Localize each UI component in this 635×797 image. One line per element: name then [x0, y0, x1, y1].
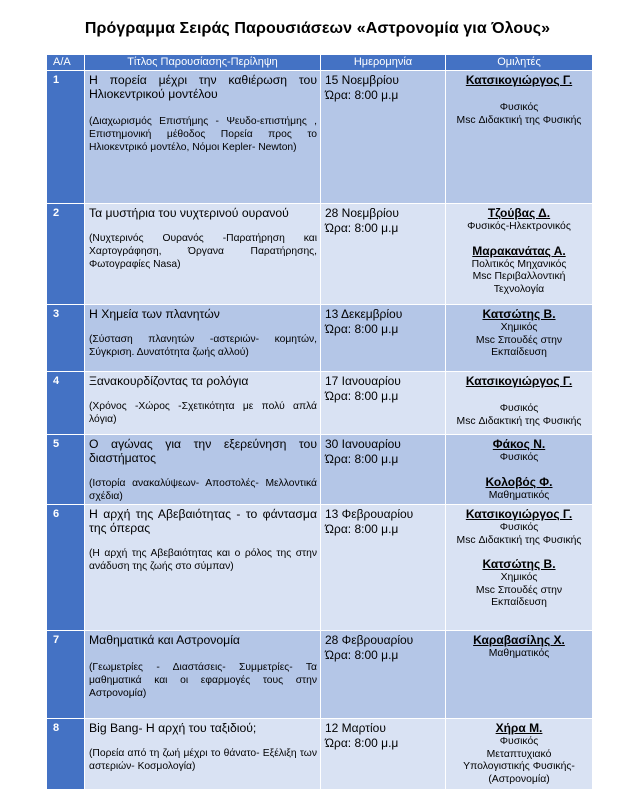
row-number: 5 — [47, 435, 85, 505]
speaker-name: Κατσώτης Β. — [482, 557, 556, 571]
speaker-info: Msc Σπουδές στην — [475, 334, 563, 346]
speaker-name: Καραβασίλης Χ. — [473, 633, 565, 647]
speakers-cell — [446, 71, 593, 204]
time: Ώρα: 8:00 μ.μ — [325, 452, 399, 466]
topic-cell — [85, 435, 321, 505]
speaker-info: Msc Σπουδές στην — [475, 584, 563, 596]
topic-summary: (Χρόνος -Χώρος -Σχετικότητα με πολύ απλά λόγια) — [89, 401, 317, 425]
row-number: 3 — [47, 305, 85, 372]
speaker-name: Κατσικογιώργος Γ. — [465, 374, 573, 388]
date-cell — [321, 71, 446, 204]
speaker-name: Κατσικογιώργος Γ. — [465, 507, 573, 521]
topic-summary: (Διαχωρισμός Επιστήμης - Ψευδο-επιστήμης , Επιστημονική μέθοδος Πορεία προς το Ηλιοκεντρικό μοντέλο, Νόμοι Kepler- Newton) — [89, 116, 317, 153]
topic-title: Η πορεία μέχρι την καθιέρωση του Ηλιοκεντρικού μοντέλου — [89, 73, 317, 101]
date-cell — [321, 631, 446, 719]
topic-title: Τα μυστήρια του νυχτερινού ουρανού — [89, 206, 289, 220]
time: Ώρα: 8:00 μ.μ — [325, 88, 399, 102]
time: Ώρα: 8:00 μ.μ — [325, 389, 399, 403]
speakers-cell — [446, 435, 593, 505]
time: Ώρα: 8:00 μ.μ — [325, 736, 399, 750]
topic-cell — [85, 305, 321, 372]
table-row — [47, 372, 593, 435]
speaker-name: Κατσώτης Β. — [482, 307, 556, 321]
speaker-name: Τζούβας Δ. — [487, 206, 551, 220]
speakers-cell — [446, 719, 593, 790]
header-row — [47, 55, 593, 71]
header-number: Α/Α — [47, 55, 85, 71]
table-row — [47, 505, 593, 631]
speaker-info: Msc Διδακτική της Φυσικής — [456, 415, 582, 427]
date: 30 Ιανουαρίου — [325, 437, 401, 451]
time: Ώρα: 8:00 μ.μ — [325, 648, 399, 662]
date-cell — [321, 719, 446, 790]
speaker-info: Msc Διδακτική της Φυσικής — [456, 114, 582, 126]
speaker-info: Φυσικός — [499, 452, 539, 463]
speaker-info: Φυσικός — [499, 102, 539, 113]
date: 13 Φεβρουαρίου — [325, 507, 414, 521]
header-date: Ημερομηνία — [321, 55, 446, 71]
speaker-name: Κολοβός Φ. — [485, 474, 553, 489]
speakers-cell — [446, 372, 593, 435]
topic-summary: (Η αρχή της Αβεβαιότητας και ο ρόλος της στην ανάδυση της ζωής στο σύμπαν) — [89, 548, 317, 572]
speakers-cell — [446, 305, 593, 372]
row-number: 7 — [47, 631, 85, 719]
date: 28 Φεβρουαρίου — [325, 633, 414, 647]
topic-cell — [85, 505, 321, 631]
speaker-info: Φυσικός — [499, 736, 539, 747]
speaker-info: Υπολογιστικής Φυσικής- — [463, 761, 575, 772]
header-title: Τίτλος Παρουσίασης-Περίληψη — [85, 55, 321, 71]
speakers-cell — [446, 204, 593, 305]
speaker-info: Μαθηματικός — [488, 648, 550, 659]
speaker-name: Μαρακανάτας Α. — [472, 243, 566, 258]
speaker-info: Χημικός — [500, 322, 538, 333]
topic-title: Η αρχή της Αβεβαιότητας - το φάντασμα της όπερας — [89, 507, 317, 535]
speaker-name: Κατσικογιώργος Γ. — [465, 73, 573, 87]
topic-title: Ξανακουρδίζοντας τα ρολόγια — [89, 374, 249, 388]
topic-summary: (Ιστορία ανακαλύψεων- Αποστολές- Μελλοντικά σχέδια) — [89, 478, 317, 502]
schedule-table — [46, 54, 593, 790]
speaker-info: Εκπαίδευση — [491, 347, 547, 358]
topic-title: Ο αγώνας για την εξερεύνηση του διαστήματος — [89, 437, 317, 465]
table-row — [47, 71, 593, 204]
table-row — [47, 305, 593, 372]
date: 15 Νοεμβρίου — [325, 73, 399, 87]
time: Ώρα: 8:00 μ.μ — [325, 221, 399, 235]
time: Ώρα: 8:00 μ.μ — [325, 522, 399, 536]
table-row — [47, 435, 593, 505]
row-number: 2 — [47, 204, 85, 305]
date-cell — [321, 435, 446, 505]
page-title: Πρόγραμμα Σειράς Παρουσιάσεων «Αστρονομία για Όλους» — [84, 20, 551, 37]
date: 13 Δεκεμβρίου — [325, 307, 403, 321]
topic-summary: (Νυχτερινός Ουρανός -Παρατήρηση και Χαρτογράφηση, Όργανα Παρατήρησης, Φωτογραφίες Nasa) — [89, 233, 317, 270]
speaker-info: Μεταπτυχιακό — [486, 748, 552, 760]
date: 12 Μαρτίου — [325, 721, 386, 735]
date-cell — [321, 372, 446, 435]
topic-cell — [85, 719, 321, 790]
speaker-info: (Αστρονομία) — [488, 773, 550, 785]
speaker-info: Εκπαίδευση — [491, 597, 547, 608]
topic-summary: (Πορεία από τη ζωή μέχρι το θάνατο- Εξέλιξη των αστεριών- Κοσμολογία) — [89, 748, 317, 772]
row-number: 6 — [47, 505, 85, 631]
speaker-info: Φυσικός — [499, 403, 539, 414]
topic-title: Η Χημεία των πλανητών — [89, 307, 220, 321]
date-cell — [321, 305, 446, 372]
row-number: 8 — [47, 719, 85, 790]
date-cell — [321, 505, 446, 631]
date-cell — [321, 204, 446, 305]
speakers-cell — [446, 631, 593, 719]
speaker-info: Msc Διδακτική της Φυσικής — [456, 534, 582, 546]
speaker-info: Χημικός — [500, 572, 538, 583]
row-number: 4 — [47, 372, 85, 435]
topic-summary: (Σύσταση πλανητών -αστεριών- κομητών, Σύγκριση. Δυνατότητα ζωής αλλού) — [89, 334, 317, 358]
speaker-info: Msc Περιβαλλοντική — [472, 271, 566, 282]
time: Ώρα: 8:00 μ.μ — [325, 322, 399, 336]
date: 17 Ιανουαρίου — [325, 374, 401, 388]
speaker-name: Χήρα Μ. — [495, 721, 543, 735]
topic-title: Big Bang- Η αρχή του ταξιδιού; — [89, 721, 257, 735]
topic-cell — [85, 372, 321, 435]
row-number: 1 — [47, 71, 85, 204]
speaker-info: Μαθηματικός — [488, 489, 550, 501]
speaker-info: Φυσικός — [499, 522, 539, 533]
speakers-cell — [446, 505, 593, 631]
topic-cell — [85, 631, 321, 719]
speaker-name: Φάκος Ν. — [492, 437, 546, 451]
table-row — [47, 719, 593, 790]
topic-cell — [85, 204, 321, 305]
topic-summary: (Γεωμετρίες - Διαστάσεις- Συμμετρίες- Τα μαθηματικά και οι εφαρμογές τους στην Αστρονομία) — [89, 662, 317, 699]
speaker-info: Τεχνολογία — [493, 283, 545, 295]
topic-title: Μαθηματικά και Αστρονομία — [89, 633, 240, 647]
date: 28 Νοεμβρίου — [325, 206, 399, 220]
table-row — [47, 631, 593, 719]
speaker-info: Πολιτικός Μηχανικός — [471, 258, 567, 270]
table-row — [47, 204, 593, 305]
speaker-info: Φυσικός-Ηλεκτρονικός — [467, 221, 571, 232]
topic-cell — [85, 71, 321, 204]
header-speakers: Ομιλητές — [446, 55, 593, 71]
